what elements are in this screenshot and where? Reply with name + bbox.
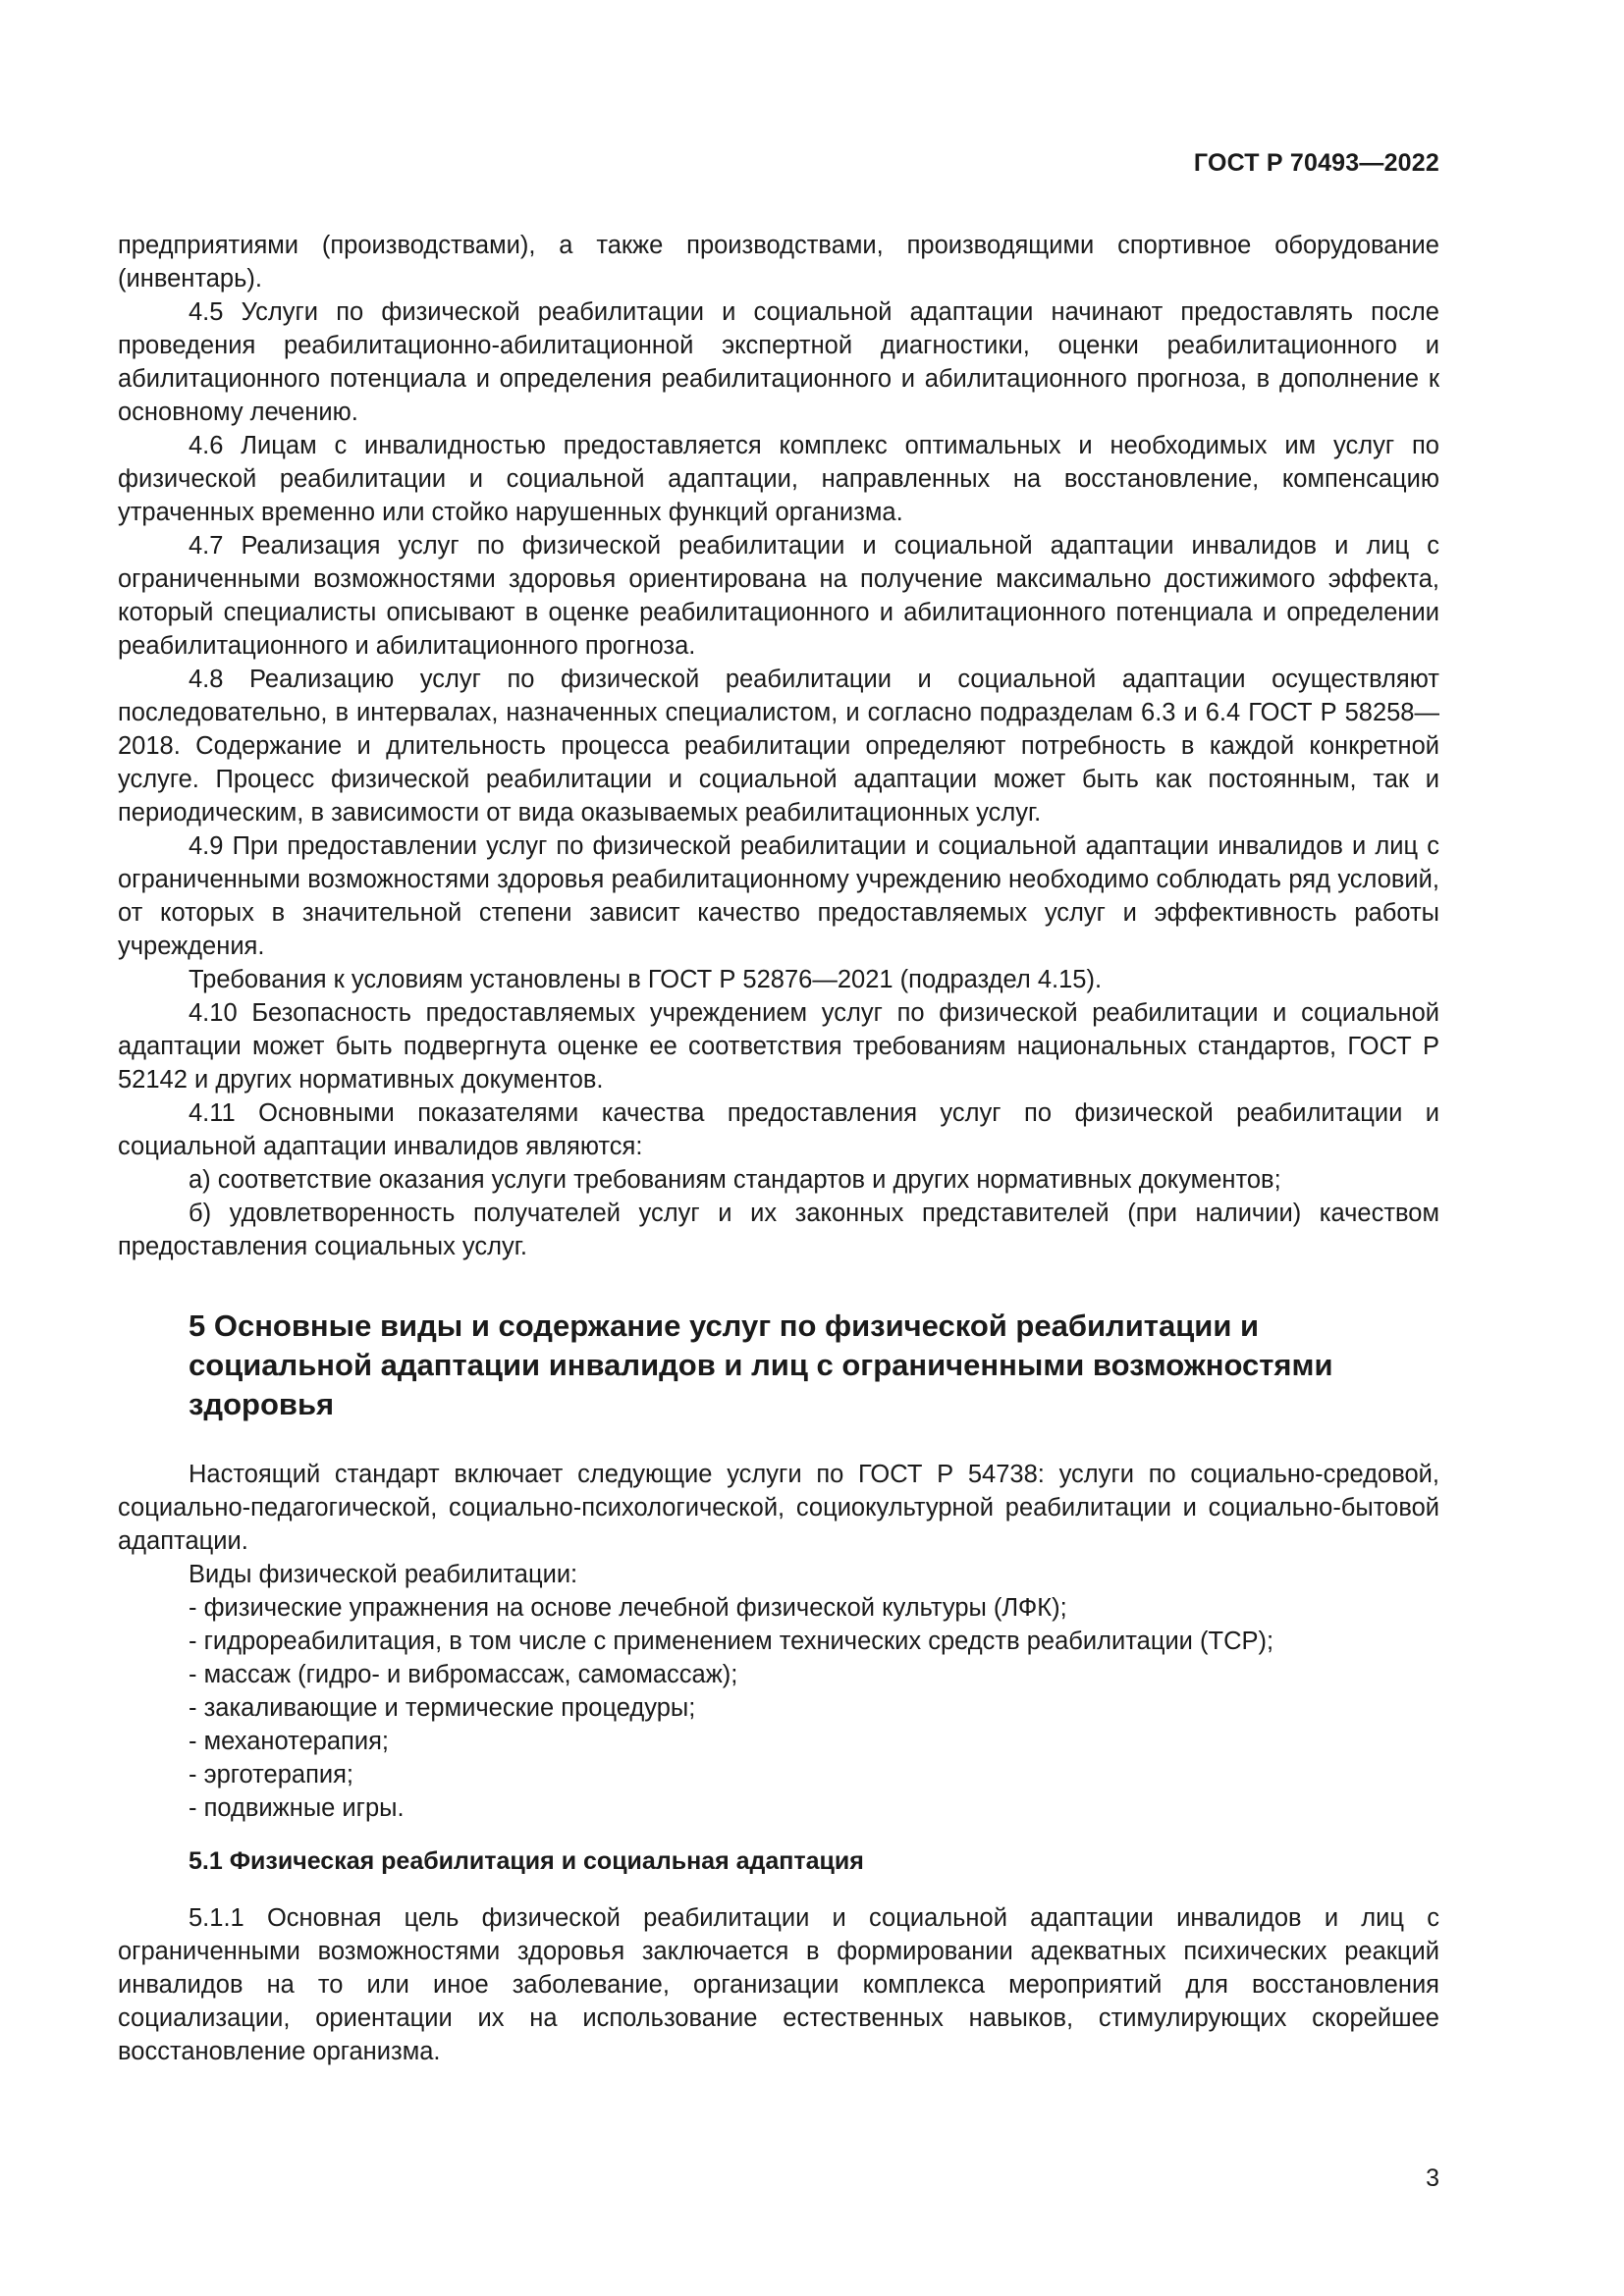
section-5-title: 5 Основные виды и содержание услуг по физической реабилитации и социальной адаптации инвалидов и лиц с ограниченными возможностями здоровья — [189, 1308, 1333, 1421]
paragraph-requirements: Требования к условиям установлены в ГОСТ Р 52876—2021 (подраздел 4.15). — [189, 966, 1103, 993]
paragraph-4-7: 4.7 Реализация услуг по физической реабилитации и социальной адаптации инвалидов и лиц с ограниченными возможностями здоровья ориентирована на получение максимально достижимого эффекта, который специалисты описывают в оценке реабилитационного и абилитационного потенциала и определении реабилитационного и абилитационного прогноза. — [118, 532, 1439, 660]
document-id-header: ГОСТ Р 70493—2022 — [1193, 149, 1439, 177]
list-item-b: б) удовлетворенность получателей услуг и их законных представителей (при наличии) качеством предоставления социальных услуг. — [118, 1200, 1439, 1260]
document-body — [118, 229, 1439, 2068]
list-item: - закаливающие и термические процедуры; — [189, 1694, 696, 1722]
types-lead: Виды физической реабилитации: — [189, 1561, 578, 1588]
list-item-a: а) соответствие оказания услуги требованиям стандартов и других нормативных документов; — [189, 1166, 1281, 1194]
list-item: - гидрореабилитация, в том числе с применением технических средств реабилитации (ТСР); — [189, 1628, 1274, 1655]
list-item: - физические упражнения на основе лечебной физической культуры (ЛФК); — [189, 1594, 1067, 1622]
page-number: 3 — [1426, 2164, 1439, 2192]
list-item: - массаж (гидро- и вибромассаж, самомассаж); — [189, 1661, 738, 1688]
section-5-intro: Настоящий стандарт включает следующие услуги по ГОСТ Р 54738: услуги по социально-средовой, социально-педагогической, социально-психологической, социокультурной реабилитации и социально-бытовой адаптации. — [118, 1461, 1439, 1555]
list-item: - механотерапия; — [189, 1728, 389, 1755]
paragraph-4-9: 4.9 При предоставлении услуг по физической реабилитации и социальной адаптации инвалидов и лиц с ограниченными возможностями здоровья реабилитационному учреждению необходимо соблюдать ряд условий, от которых в значительной степени зависит качество предоставляемых услуг и эффективность работы учреждения. — [118, 832, 1439, 960]
paragraph-4-5: 4.5 Услуги по физической реабилитации и социальной адаптации начинают предоставлять после проведения реабилитационно-абилитационной экспертной диагностики, оценки реабилитационного и абилитационного потенциала и определения реабилитационного и абилитационного прогноза, в дополнение к основному лечению. — [118, 298, 1439, 426]
paragraph-4-10: 4.10 Безопасность предоставляемых учреждением услуг по физической реабилитации и социальной адаптации может быть подвергнута оценке ее соответствия требованиям национальных стандартов, ГОСТ Р 52142 и других нормативных документов. — [118, 999, 1439, 1094]
paragraph-5-1-1: 5.1.1 Основная цель физической реабилитации и социальной адаптации инвалидов и лиц с ограниченными возможностями здоровья заключается в формировании адекватных психических реакций инвалидов на то или иное заболевание, организации комплекса мероприятий для восстановления социализации, ориентации их на использование естественных навыков, стимулирующих скорейшее восстановление организма. — [118, 1904, 1439, 2065]
rehab-types-list — [118, 1591, 1439, 1825]
list-item: - подвижные игры. — [189, 1794, 405, 1822]
list-item: - эрготерапия; — [189, 1761, 354, 1789]
paragraph-4-8: 4.8 Реализацию услуг по физической реабилитации и социальной адаптации осуществляют последовательно, в интервалах, назначенных специалистом, и согласно подразделам 6.3 и 6.4 ГОСТ Р 58258—2018. Содержание и длительность процесса реабилитации определяют потребность в каждой конкретной услуге. Процесс физической реабилитации и социальной адаптации может быть как постоянным, так и периодическим, в зависимости от вида оказываемых реабилитационных услуг. — [118, 666, 1439, 827]
paragraph: предприятиями (производствами), а также производствами, производящими спортивное оборудование (инвентарь). — [118, 232, 1439, 293]
paragraph-4-6: 4.6 Лицам с инвалидностью предоставляется комплекс оптимальных и необходимых им услуг по физической реабилитации и социальной адаптации, направленных на восстановление, компенсацию утраченных временно или стойко нарушенных функций организма. — [118, 432, 1439, 526]
subsection-5-1-title: 5.1 Физическая реабилитация и социальная адаптация — [189, 1847, 864, 1875]
paragraph-4-11: 4.11 Основными показателями качества предоставления услуг по физической реабилитации и социальной адаптации инвалидов являются: — [118, 1099, 1439, 1160]
